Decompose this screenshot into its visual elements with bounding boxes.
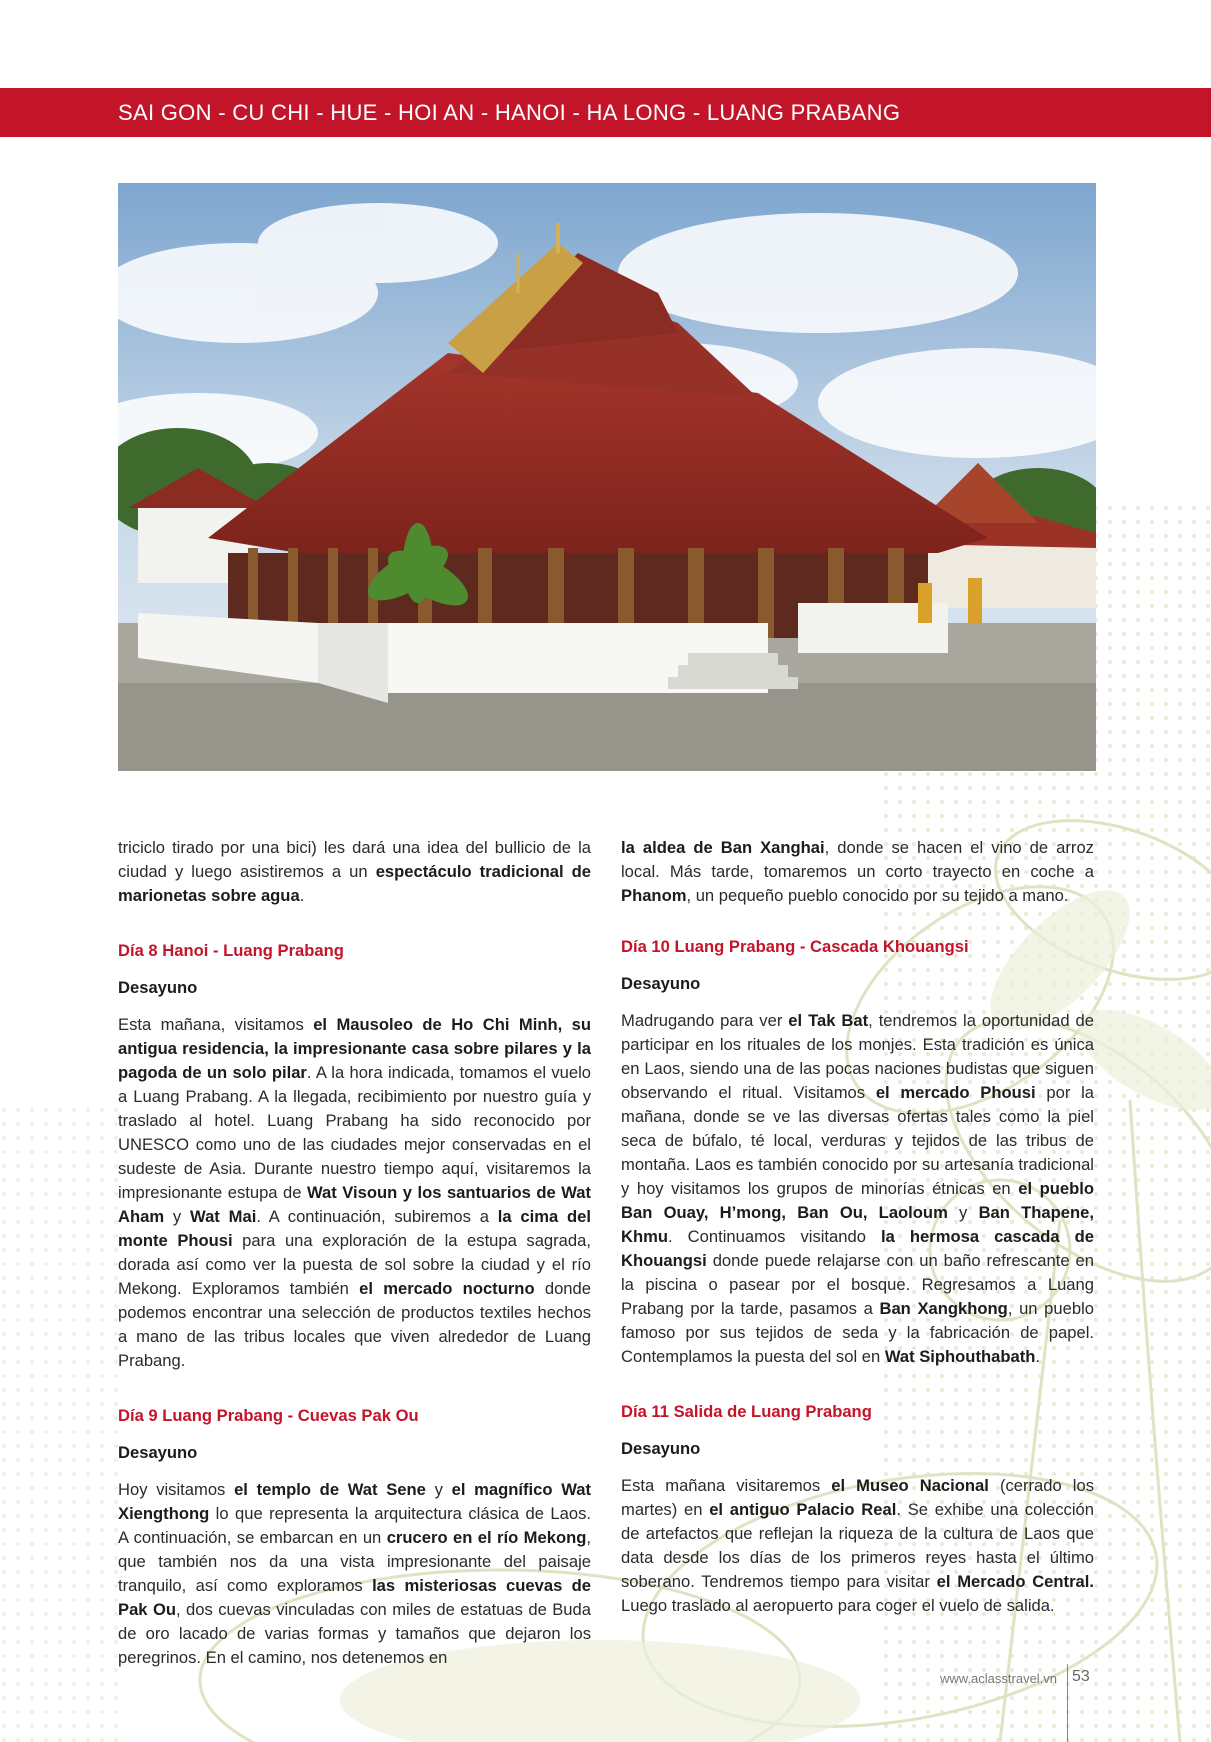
text-run: Madrugando para ver [621,1011,789,1030]
text-run: y [947,1203,979,1222]
text-run: , un pueblo famoso por sus tejidos de seda y la fabricación de papel. Contemplamos la puesta del sol en [621,1299,1094,1366]
highlight-text: Wat Visoun y los santuarios de Wat Aham [118,1183,592,1226]
day-9-meal: Desayuno [118,1443,198,1462]
highlight-text: Ban Thapene, Khmu [621,1203,1094,1246]
highlight-text: la hermosa cascada de Khouangsi [621,1227,1094,1270]
highlight-text: la aldea de Ban Xanghai [621,838,825,857]
text-run: (cerrado los martes) en [621,1476,1094,1519]
text-run: lo que representa la arquitectura clásica de Laos. A continuación, se embarcan en un [118,1504,591,1547]
route-title: SAI GON - CU CHI - HUE - HOI AN - HANOI - HA LONG - LUANG PRABANG [118,100,901,125]
text-run: . [299,886,305,905]
text-run: Esta mañana, visitamos [118,1015,314,1034]
dot-pattern-left [0,1100,120,1742]
highlight-text: crucero en el río Mekong [386,1528,587,1547]
day-10-title: Día 10 Luang Prabang - Cascada Khouangsi [621,937,969,956]
text-run: y [425,1480,452,1499]
highlight-text: la cima del monte Phousi [118,1207,591,1250]
text-run: por la mañana, donde se ve las diversas ofertas tales como la piel seca de búfalo, té local, verduras y tejidos de las tribus de montaña. Laos es también conocido por su artesanía tradicional y hoy visitamos los grupos de minorías étnicas en [621,1083,1095,1198]
left-column [118,836,591,1683]
day-11-meal: Desayuno [621,1439,701,1458]
text-run: donde puede relajarse con un baño refrescante en la piscina o pasear por el bosque. Regresamos a Luang Prabang por la tarde, pasamos a [621,1251,1094,1318]
text-run: , tendremos la oportunidad de participar en los rituales de los monjes. Esta tradición es única en Laos, siendo una de las pocas naciones budistas que siguen observando el ritual. Visitamos [621,1011,1094,1102]
footer-website[interactable]: www.aclasstravel.vn [940,1671,1058,1686]
highlight-text: el Mercado Central. [936,1572,1094,1591]
highlight-text: el Tak Bat [788,1011,869,1030]
highlight-text: Wat Siphouthabath [884,1347,1036,1366]
text-run: , que también nos da una vista impresionante del paisaje tranquilo, así como exploramos [118,1528,591,1595]
highlight-text: Ban Xangkhong [879,1299,1008,1318]
day-9-body [118,1478,591,1670]
day-8-title: Día 8 Hanoi - Luang Prabang [118,941,344,960]
text-run: . A la hora indicada, tomamos el vuelo a Luang Prabang. A la llegada, recibimiento por nuestro guía y traslado al hotel. Luang Prabang ha sido reconocido por UNESCO como uno de las ciudades mejor conservadas en el sudeste de Asia. Durante nuestro tiempo aquí, visitaremos la impresionante estupa de [118,1063,592,1202]
highlight-text: el Museo Nacional [831,1476,989,1495]
day-10-body [621,1009,1094,1369]
day-11-body [621,1474,1094,1618]
highlight-text: el pueblo Ban Ouay, H’mong, Ban Ou, Laoloum [621,1179,1094,1222]
highlight-text: el mercado Phousi [875,1083,1036,1102]
text-run: Esta mañana visitaremos [621,1476,832,1495]
highlight-text: espectáculo tradicional de marionetas sobre agua [118,862,591,905]
day-9-title: Día 9 Luang Prabang - Cuevas Pak Ou [118,1406,419,1425]
text-run: , dos cuevas vinculadas con miles de estatuas de Buda de oro lacado de varias formas y tamaños que dejaron los peregrinos. En el camino, nos detenemos en [118,1600,591,1667]
highlight-text: Wat Mai [190,1207,257,1226]
highlight-text: las misteriosas cuevas de Pak Ou [118,1576,591,1619]
highlight-text: el magnífico Wat Xiengthong [118,1480,591,1523]
text-run: , donde se hacen el vino de arroz local. Más tarde, tomaremos un corto trayecto en coche a [621,838,1094,881]
footer-divider [1067,1664,1068,1742]
highlight-text: el antiguo Palacio Real [709,1500,897,1519]
highlight-text: el Mausoleo de Ho Chi Minh, su antigua residencia, la impresionante casa sobre pilares y la pagoda de un solo pilar [118,1015,591,1082]
day-8-body [118,1013,591,1373]
highlight-text: Phanom [621,886,687,905]
text-run: . Continuamos visitando [668,1227,881,1246]
wat-xiengthong-illustration [118,183,1096,771]
text-run: para una exploración de la estupa sagrada, dorada así como ver la puesta de sol sobre la ciudad y el río Mekong. Exploramos también [118,1231,591,1298]
page-number: 53 [1072,1668,1090,1685]
text-run: . Se exhibe una colección de artefactos que reflejan la riqueza de la cultura de Laos que data desde los días de los primeros reyes hasta el último soberano. Tendremos tiempo para visitar [621,1500,1094,1591]
highlight-text: el templo de Wat Sene [234,1480,426,1499]
text-run: , un pequeño pueblo conocido por su tejido a mano. [686,886,1069,905]
right-column [621,836,1094,1631]
day-8-meal: Desayuno [118,978,198,997]
text-run: . A continuación, subiremos a [256,1207,498,1226]
intro-paragraph [118,836,591,908]
highlight-text: el mercado nocturno [359,1279,535,1298]
text-run: Hoy visitamos [118,1480,235,1499]
temple-photo [118,183,1096,771]
route-banner [0,88,1211,137]
text-run: y [164,1207,191,1226]
text-run: . [1035,1347,1040,1366]
day-10-meal: Desayuno [621,974,701,993]
text-run: Luego traslado al aeropuerto para coger el vuelo de salida. [621,1596,1055,1615]
intro-paragraph-right [621,836,1094,908]
text-run: donde podemos encontrar una selección de productos textiles hechos a mano de las tribus locales que viven alrededor de Luang Prabang. [118,1279,591,1370]
text-run: triciclo tirado por una bici) les dará una idea del bullicio de la ciudad y luego asistiremos a un [118,838,591,881]
day-11-title: Día 11 Salida de Luang Prabang [621,1402,872,1421]
